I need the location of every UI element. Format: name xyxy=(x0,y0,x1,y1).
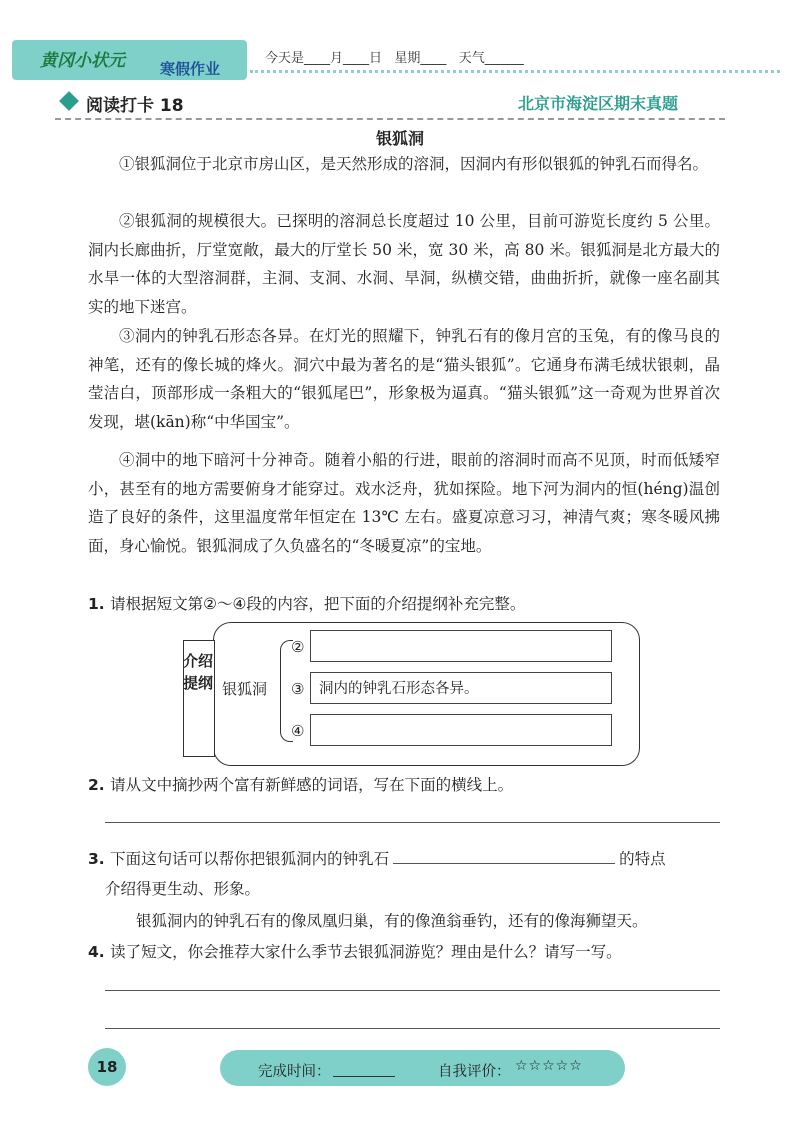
outline-num-2: ② xyxy=(291,638,305,656)
header-divider xyxy=(250,70,780,73)
question-3 xyxy=(88,845,666,869)
paragraph-3: ③洞内的钟乳石形态各异。在灯光的照耀下，钟乳石有的像月宫的玉兔，有的像马良的神笔，还有的像长城的烽火。洞穴中最为著名的是“猫头银狐”。它通身布满毛绒状银刺，晶莹洁白，顶部形成一条粗大的“银狐尾巴”，形象极为逼真。“猫头银狐”这一奇观为世界首次发现，堪(kān)称“中华国宝”。 xyxy=(88,327,720,431)
question-3-text-b: 的特点 xyxy=(619,850,666,868)
question-3-text-a: 下面这句话可以帮你把银狐洞内的钟乳石 xyxy=(110,850,390,868)
question-4 xyxy=(88,940,622,962)
outline-num-4: ④ xyxy=(291,722,305,740)
outline-answer-4[interactable] xyxy=(310,714,612,746)
paragraph-4: ④洞中的地下暗河十分神奇。随着小船的行进，眼前的溶洞时而高不见顶，时而低矮窄小，甚至有的地方需要俯身才能穿过。戏水泛舟，犹如探险。地下河为洞内的恒(héng)温创造了良好的条件，这里温度常年恒定在 13℃ 左右。盛夏凉意习习，神清气爽；寒冬暖风拂面，身心愉悦。银狐洞成了久负盛名的“冬暖夏凉”的宝地。 xyxy=(88,451,720,555)
question-2-text: 请从文中摘抄两个富有新鲜感的词语，写在下面的横线上。 xyxy=(110,776,514,794)
question-4-text: 读了短文，你会推荐大家什么季节去银狐洞游览？理由是什么？请写一写。 xyxy=(110,943,622,961)
question-1 xyxy=(88,592,525,614)
question-2-number: 2. xyxy=(88,776,105,794)
paragraph-2: ②银狐洞的规模很大。已探明的溶洞总长度超过 10 公里，目前可游览长度约 5 公里。洞内长廊曲折，厅堂宽敞，最大的厅堂长 50 米，宽 30 米，高 80 米。银狐洞是北方最大的水旱一体的大型溶洞群，主洞、支洞、水洞、旱洞，纵横交错，曲曲折折，就像一座名副其实的地下迷宫。 xyxy=(88,212,720,316)
brand-logo: 黄冈小状元 xyxy=(40,51,125,71)
question-3-text-c: 介绍得更生动、形象。 xyxy=(105,880,261,898)
answer-line-q4-2[interactable] xyxy=(105,1028,720,1029)
question-3-quote: 银狐洞内的钟乳石有的像凤凰归巢，有的像渔翁垂钓，还有的像海狮望天。 xyxy=(136,912,648,930)
brand-subtitle: 寒假作业 xyxy=(160,60,221,78)
question-3-number: 3. xyxy=(88,850,105,868)
completion-time-label: 完成时间： xyxy=(258,1064,331,1080)
page-number: 18 xyxy=(88,1048,126,1086)
answer-line-q4-1[interactable] xyxy=(105,990,720,991)
completion-time-blank[interactable] xyxy=(333,1076,395,1077)
outline-center-label: 银狐洞 xyxy=(222,680,268,698)
answer-line-q2[interactable] xyxy=(105,822,720,823)
self-evaluation-label: 自我评价： xyxy=(438,1064,511,1080)
question-4-number: 4. xyxy=(88,943,105,961)
paragraph-1: ①银狐洞位于北京市房山区，是天然形成的溶洞，因洞内有形似银狐的钟乳石而得名。 xyxy=(119,155,709,173)
rating-stars[interactable]: ☆☆☆☆☆ xyxy=(515,1058,583,1074)
question-2 xyxy=(88,773,513,795)
outline-answer-2[interactable] xyxy=(310,630,612,662)
essay-title: 银狐洞 xyxy=(375,129,424,148)
outline-num-3: ③ xyxy=(291,680,305,698)
date-line: 今天是____月____日 星期____ 天气______ xyxy=(265,51,524,66)
source-label: 北京市海淀区期末真题 xyxy=(518,94,679,113)
outline-answer-3: 洞内的钟乳石形态各异。 xyxy=(310,672,612,704)
question-3-line2 xyxy=(105,877,260,899)
question-1-text: 请根据短文第②～④段的内容，把下面的介绍提纲补充完整。 xyxy=(110,595,526,613)
section-title: 阅读打卡 18 xyxy=(86,96,184,116)
answer-blank-q3[interactable] xyxy=(393,845,615,864)
question-1-number: 1. xyxy=(88,595,105,613)
outline-side-label: 介绍提纲 xyxy=(183,652,214,692)
